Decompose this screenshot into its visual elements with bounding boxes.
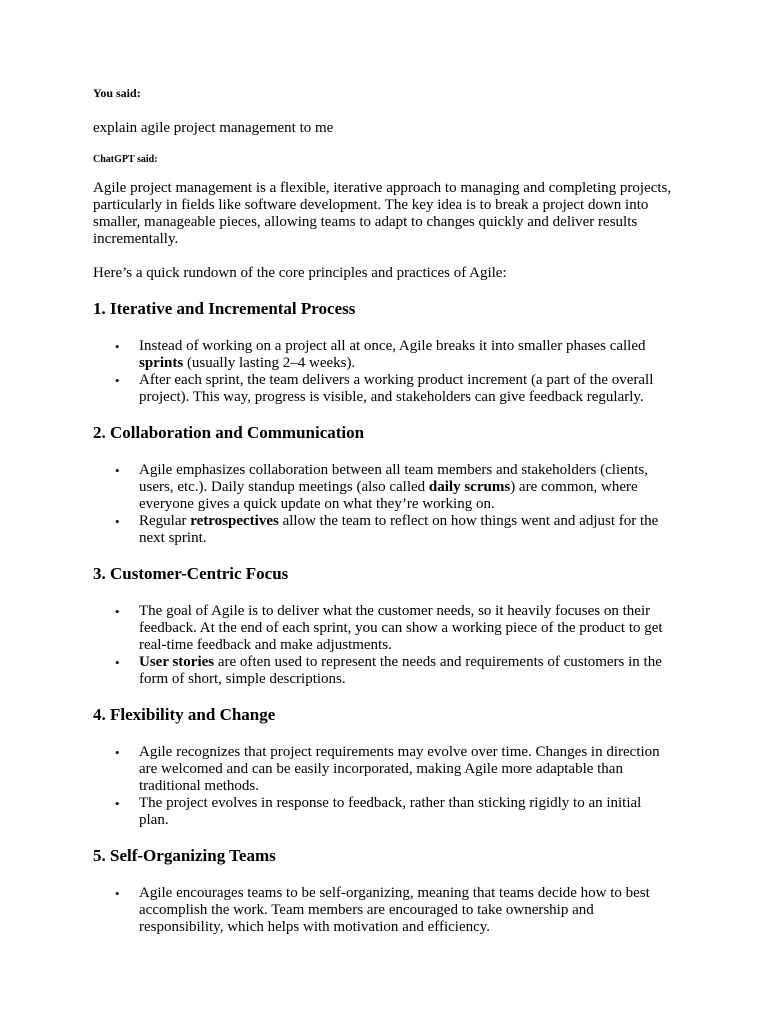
bullet-text: Instead of working on a project all at once, Agile breaks it into smaller phases called <box>139 338 646 354</box>
bullet-item <box>115 513 672 547</box>
bullet-item <box>115 654 672 688</box>
bullet-dot-icon: • <box>115 796 120 811</box>
bullet-item <box>115 795 672 829</box>
bullet-list <box>93 603 672 688</box>
bullet-text: Regular <box>139 513 191 529</box>
bullet-item <box>115 744 672 795</box>
section-heading: 3. Customer-Centric Focus <box>93 564 289 583</box>
bullet-item <box>115 338 672 372</box>
bullet-text-continued: are often used to represent the needs and requirements of customers in the form of short, simple descriptions. <box>139 654 662 687</box>
bullet-list <box>93 338 672 406</box>
bullet-dot-icon: • <box>115 514 120 529</box>
bullet-text-continued: (usually lasting 2–4 weeks). <box>183 355 356 371</box>
bullet-text: Agile emphasizes collaboration between all team members and stakeholders (clients, users, etc.). Daily standup meetings (also called <box>139 462 648 495</box>
bullet-text: After each sprint, the team delivers a working product increment (a part of the overall project). This way, progress is visible, and stakeholders can give feedback regularly. <box>139 372 654 405</box>
user-message: explain agile project management to me <box>93 120 334 136</box>
user-speaker-label: You said: <box>93 86 141 100</box>
bullet-text: The project evolves in response to feedback, rather than sticking rigidly to an initial plan. <box>139 795 642 828</box>
bullet-dot-icon: • <box>115 339 120 354</box>
bullet-list <box>93 744 672 829</box>
section-heading: 1. Iterative and Incremental Process <box>93 299 356 318</box>
bullet-bold-term: daily scrums <box>428 479 511 495</box>
bullet-text: The goal of Agile is to deliver what the customer needs, so it heavily focuses on their feedback. At the end of each sprint, you can show a working piece of the product to get real-time feedback and make adjustments. <box>139 603 663 653</box>
bullet-list <box>93 462 672 547</box>
bullet-dot-icon: • <box>115 604 120 619</box>
bullet-dot-icon: • <box>115 886 120 901</box>
section-heading: 5. Self-Organizing Teams <box>93 846 276 865</box>
section-heading: 2. Collaboration and Communication <box>93 423 365 442</box>
rundown-paragraph: Here’s a quick rundown of the core principles and practices of Agile: <box>93 265 507 281</box>
section-heading: 4. Flexibility and Change <box>93 705 276 724</box>
intro-paragraph: Agile project management is a flexible, iterative approach to managing and completing projects, particularly in fields like software development. The key idea is to break a project down into smaller, manageable pieces, allowing teams to adapt to changes quickly and deliver results incrementally. <box>93 180 672 247</box>
bullet-list <box>93 885 672 936</box>
bullet-dot-icon: • <box>115 655 120 670</box>
bullet-item <box>115 885 672 936</box>
bullet-text-continued: ) are common, where everyone gives a quick update on what they’re working on. <box>139 479 638 512</box>
bullet-bold-term: retrospectives <box>190 513 279 529</box>
bullet-item <box>115 462 672 513</box>
bullet-dot-icon: • <box>115 373 120 388</box>
bullet-text-continued: allow the team to reflect on how things went and adjust for the next sprint. <box>139 513 659 546</box>
bullet-bold-term: sprints <box>139 355 184 371</box>
bullet-text: Agile encourages teams to be self-organizing, meaning that teams decide how to best accomplish the work. Team members are encouraged to take ownership and responsibility, which helps with motivation and efficiency. <box>139 885 650 935</box>
bullet-dot-icon: • <box>115 745 120 760</box>
sections-container <box>93 299 672 936</box>
bullet-item <box>115 372 672 406</box>
bullet-dot-icon: • <box>115 463 120 478</box>
bullet-item <box>115 603 672 654</box>
bullet-text: Agile recognizes that project requirements may evolve over time. Changes in direction are welcomed and can be easily incorporated, making Agile more adaptable than traditional methods. <box>139 744 660 794</box>
assistant-speaker-label: ChatGPT said: <box>93 154 158 165</box>
bullet-bold-term: User stories <box>139 654 215 670</box>
